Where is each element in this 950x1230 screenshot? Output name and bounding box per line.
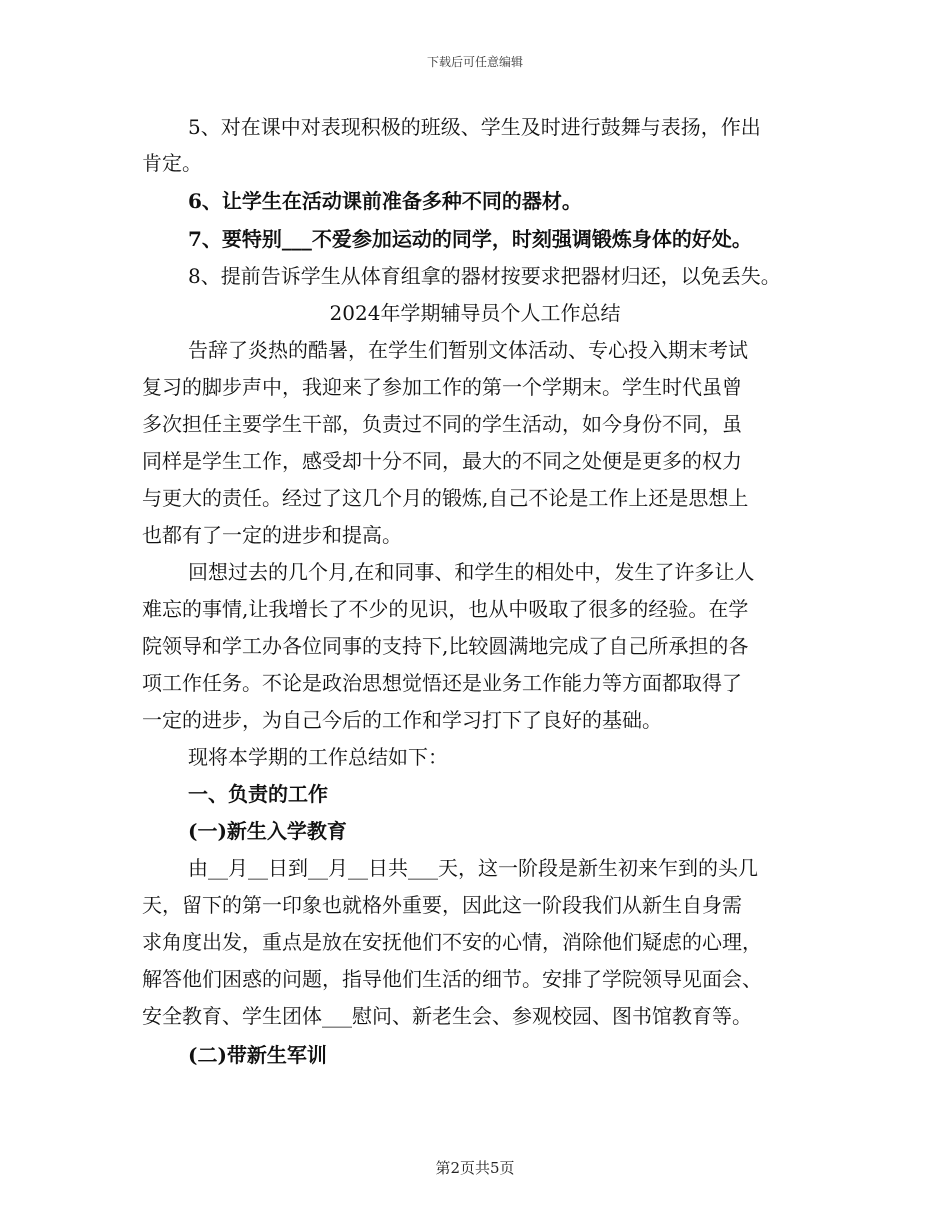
paragraph-line: 回想过去的几个月,在和同事、和学生的相处中，发生了许多让人: [188, 560, 755, 584]
paragraph-line: 天，留下的第一印象也就格外重要，因此这一阶段我们从新生自身需: [142, 893, 742, 917]
paragraph-line: 项工作任务。不论是政治思想觉悟还是业务工作能力等方面都取得了: [142, 671, 742, 695]
list-item: 8、提前告诉学生从体育组拿的器材按要求把器材归还，以免丢失。: [188, 264, 781, 288]
section-heading: 一、负责的工作: [188, 782, 328, 806]
document-title: 2024年学期辅导员个人工作总结: [329, 301, 621, 325]
subsection-heading: (一)新生入学教育: [188, 819, 347, 843]
paragraph-line: 与更大的责任。经过了这几个月的锻炼,自己不论是工作上还是思想上: [142, 486, 749, 510]
paragraph-line: 难忘的事情,让我增长了不少的见识，也从中吸取了很多的经验。在学: [142, 597, 749, 621]
paragraph-line: 5、对在课中对表现积极的班级、学生及时进行鼓舞与表扬，作出: [188, 115, 761, 139]
page-header: 下载后可任意编辑: [426, 55, 523, 69]
list-item: 6、让学生在活动课前准备多种不同的器材。: [188, 189, 582, 213]
paragraph-line: 求角度出发，重点是放在安抚他们不安的心情，消除他们疑虑的心理，: [142, 930, 762, 954]
page-number-footer: 第2页共5页: [435, 1159, 515, 1177]
paragraph-line: 也都有了一定的进步和提高。: [142, 523, 402, 547]
paragraph-line: 院领导和学工办各位同事的支持下,比较圆满地完成了自己所承担的各: [142, 634, 749, 658]
paragraph-line: 由__月__日到__月__日共___天，这一阶段是新生初来乍到的头几: [188, 856, 758, 880]
paragraph-line: 一定的进步，为自己今后的工作和学习打下了良好的基础。: [142, 708, 662, 732]
paragraph-line: 解答他们困惑的问题，指导他们生活的细节。安排了学院领导见面会、: [142, 967, 762, 991]
paragraph-line: 同样是学生工作，感受却十分不同，最大的不同之处便是更多的权力: [142, 449, 742, 473]
paragraph-line: 安全教育、学生团体___慰问、新老生会、参观校园、图书馆教育等。: [142, 1004, 752, 1028]
paragraph-line: 多次担任主要学生干部，负责过不同的学生活动，如今身份不同，虽: [142, 412, 742, 436]
list-item: 7、要特别___不爱参加运动的同学，时刻强调锻炼身体的好处。: [188, 227, 752, 251]
paragraph-line: 告辞了炎热的酷暑，在学生们暂别文体活动、专心投入期末考试: [188, 338, 748, 362]
subsection-heading: (二)带新生军训: [188, 1043, 327, 1067]
paragraph-line: 复习的脚步声中，我迎来了参加工作的第一个学期末。学生时代虽曾: [142, 375, 742, 399]
paragraph-line: 现将本学期的工作总结如下：: [188, 745, 448, 769]
paragraph-line: 肯定。: [142, 151, 202, 175]
